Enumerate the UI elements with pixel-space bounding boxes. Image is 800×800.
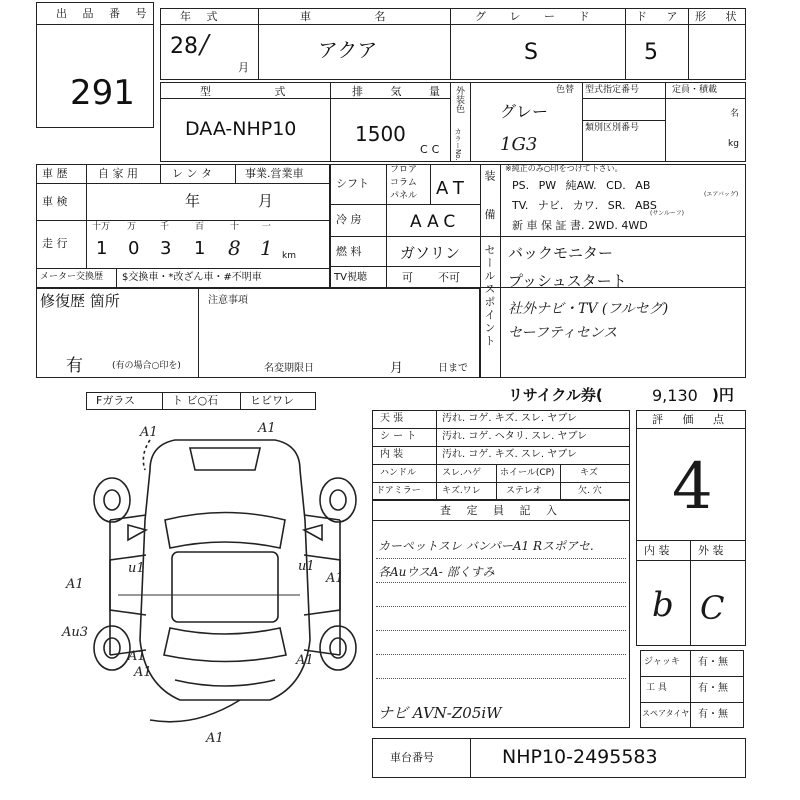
- handle-opts: スレ.ハゲ: [442, 468, 481, 478]
- spare-label: スペアタイヤ: [642, 709, 690, 718]
- ab-small: (エアバッグ): [704, 191, 739, 198]
- mark-a1-rear-left-2: A1: [134, 665, 152, 680]
- digit-label-4: 十: [230, 222, 240, 232]
- handle-label: ハンドル: [380, 468, 417, 478]
- kata-label: 型 式: [200, 85, 316, 98]
- soubi-row3: 新 車 保 証 書. 2WD. 4WD: [512, 219, 648, 232]
- repair-hi-made: 日まで: [438, 363, 468, 374]
- mark-a1-rear: A1: [206, 731, 224, 746]
- exterior-grade: C: [700, 589, 725, 627]
- sunroof-small: (サンルーフ): [650, 210, 684, 217]
- gaiso-grade-label: 外 装: [698, 544, 724, 557]
- kogu-label: 工 具: [646, 683, 667, 693]
- mileage-digit-5: 1: [260, 236, 273, 260]
- tv-no: 不可: [438, 271, 460, 284]
- repair-tsuki: 月: [390, 361, 404, 376]
- lot-label: 出 品 番 号: [56, 7, 153, 20]
- sales-item-4: セーフティセンス: [508, 325, 618, 341]
- shaken-tsuki: 月: [258, 192, 274, 210]
- stereo-label: ステレオ: [506, 486, 542, 496]
- color-no-label: カラーNo.: [454, 128, 462, 161]
- mileage-digit-4: 8: [228, 236, 241, 260]
- shareki-label: 車 歴: [42, 167, 68, 180]
- spare-value: 有・無: [698, 709, 728, 720]
- repair-value: 有: [66, 356, 83, 376]
- hyoka-label: 評 価 点: [652, 413, 732, 426]
- grade-label: グ レ ー ド: [475, 10, 600, 23]
- wheel-label: ホイール(CP): [500, 468, 555, 478]
- tobi-label: ト ビ○石: [172, 394, 219, 407]
- nenshiki-label: 年 式: [180, 10, 224, 23]
- recycle-unit: )円: [712, 386, 734, 404]
- sales-item-1: バックモニター: [508, 244, 614, 262]
- f-glass-label: Fガラス: [96, 394, 135, 407]
- jikayou: 自 家 用: [98, 167, 138, 180]
- inspector-navi: ナビ AVN-Z05iW: [378, 704, 502, 722]
- mileage-digit-0: 1: [96, 238, 108, 259]
- mark-a1-left: A1: [66, 577, 84, 592]
- shaken-label: 車 検: [42, 195, 68, 208]
- mileage-digit-1: 0: [128, 238, 140, 259]
- recycle-label: リサイクル券(: [508, 386, 603, 404]
- soubi-label: 装 備: [483, 170, 496, 232]
- mark-u1-left: u1: [128, 561, 145, 576]
- car-name-label: 車 名: [300, 10, 416, 23]
- reibou-label: 冷 房: [336, 213, 362, 226]
- chassis-label: 車台番号: [390, 751, 434, 764]
- tenbari-opts: 汚れ. コゲ. キズ. スレ. ヤブレ: [442, 413, 577, 424]
- chui-label: 注意事項: [208, 295, 248, 306]
- km-unit: km: [282, 251, 296, 261]
- digit-label-1: 万: [127, 222, 137, 232]
- mark-a1-front-right: A1: [258, 421, 276, 436]
- grade-value: S: [524, 40, 538, 65]
- ruibetsu-label: 類別区別番号: [585, 123, 640, 133]
- digit-label-0: 十万: [92, 222, 111, 232]
- shift-label: シフト: [336, 177, 369, 190]
- stereo-opts: 欠. 穴: [578, 486, 602, 496]
- mark-au3: Au3: [62, 625, 89, 640]
- naiso-label: 内 装: [380, 449, 404, 460]
- jack-label: ジャッキ: [644, 657, 680, 667]
- digit-label-2: 千: [160, 222, 170, 232]
- naiso-opts: 汚れ. コゲ. キズ. スレ. ヤブレ: [442, 449, 577, 460]
- year-value: 28: [170, 34, 198, 59]
- shift-value: AT: [436, 178, 470, 199]
- soubi-note: ※純正のみ○印をつけて下さい。: [505, 164, 623, 173]
- inspector-label: 査 定 員 記 入: [440, 504, 563, 517]
- kata-shitei-label: 型式指定番号: [585, 85, 640, 95]
- soubi-row1: PS. PW 純AW. CD. AB: [512, 179, 651, 192]
- mark-a1-rear-right: A1: [296, 653, 314, 668]
- repair-note: (有の場合○印を): [112, 361, 181, 371]
- tenbari-label: 天 張: [380, 413, 404, 424]
- meihen-label: 名変期限日: [264, 363, 314, 374]
- teiin-label: 定員・積載: [672, 85, 718, 95]
- mileage-digit-3: 1: [194, 238, 206, 259]
- recycle-amount: 9,130: [652, 386, 698, 405]
- kg-unit: kg: [728, 139, 739, 149]
- month-unit: 月: [238, 61, 249, 74]
- tv-yes: 可: [402, 271, 413, 284]
- mark-u1-right: u1: [298, 559, 315, 574]
- seat-label: シ ー ト: [380, 431, 417, 442]
- kogu-value: 有・無: [698, 683, 728, 694]
- meter-options: $交換車・*改ざん車・#不明車: [122, 272, 262, 283]
- tv-label: TV視聴: [334, 272, 367, 283]
- color-code: 1G3: [500, 134, 538, 155]
- interior-grade: b: [652, 585, 674, 625]
- aircon-value: AAC: [410, 212, 461, 232]
- shift-opt-floor: フロア: [390, 165, 418, 175]
- displacement: 1500: [355, 122, 406, 146]
- meter-label: メーター交換歴: [40, 272, 104, 282]
- mirror-opts: キズ.ワレ: [442, 486, 481, 496]
- hibi-label: ヒビワレ: [250, 394, 294, 407]
- soubi-row2: TV. ナビ. カワ. SR. ABS: [512, 199, 657, 212]
- jigyou: 事業.営業車: [245, 167, 304, 180]
- seat-opts: 汚れ. コゲ. ヘタリ. スレ. ヤブレ: [442, 431, 588, 442]
- car-name-value: アクア: [318, 38, 378, 62]
- repair-label: 修復歴 箇所: [40, 292, 120, 310]
- mark-a1-rear-left: A1: [128, 649, 146, 664]
- inspector-box: [372, 500, 630, 728]
- inspector-line-2: 各AuウスA- 部くすみ: [378, 565, 495, 579]
- mirror-label: ドアミラー: [376, 486, 421, 496]
- nenryo-label: 燃 料: [336, 245, 362, 258]
- naiso-grade-label: 内 装: [644, 544, 670, 557]
- digit-label-3: 百: [195, 222, 205, 232]
- wheel-opts: キズ: [580, 468, 598, 478]
- lot-number: 291: [70, 73, 135, 113]
- sales-item-2: プッシュスタート: [508, 272, 627, 290]
- sales-item-3: 社外ナビ・TV (フルセグ): [508, 301, 669, 317]
- jack-value: 有・無: [698, 657, 728, 668]
- mark-a1-front-left: A1: [140, 425, 158, 440]
- doors-value: 5: [644, 40, 658, 65]
- shift-opt-column: コラム: [390, 178, 417, 188]
- sales-label: セールスポイント: [483, 244, 496, 348]
- katachi-label: 形 状: [695, 10, 745, 23]
- mark-a1-right: A1: [326, 571, 344, 586]
- chassis-number: NHP10-2495583: [502, 746, 658, 768]
- overall-grade: 4: [672, 450, 713, 524]
- irokae-label: 色替: [556, 85, 575, 95]
- digit-label-5: 一: [262, 222, 272, 232]
- color-value: グレー: [500, 102, 549, 121]
- model-code: DAA-NHP10: [185, 118, 297, 140]
- mei-unit: 名: [730, 109, 740, 119]
- door-label: ド ア: [636, 10, 686, 23]
- cc-unit: CC: [420, 143, 444, 156]
- gaiso-label: 外装色: [454, 86, 464, 113]
- fuel-value: ガソリン: [400, 244, 461, 262]
- shift-opt-panel: パネル: [390, 191, 418, 201]
- haiki-label: 排 気 量: [352, 85, 452, 98]
- mileage-digit-2: 3: [160, 238, 172, 259]
- renta: レ ン タ: [172, 167, 212, 180]
- soukou-label: 走 行: [42, 237, 68, 250]
- shaken-nen: 年: [185, 192, 201, 210]
- inspector-line-1: カーペットスレ バンパーA1 Rスポアセ.: [378, 539, 594, 553]
